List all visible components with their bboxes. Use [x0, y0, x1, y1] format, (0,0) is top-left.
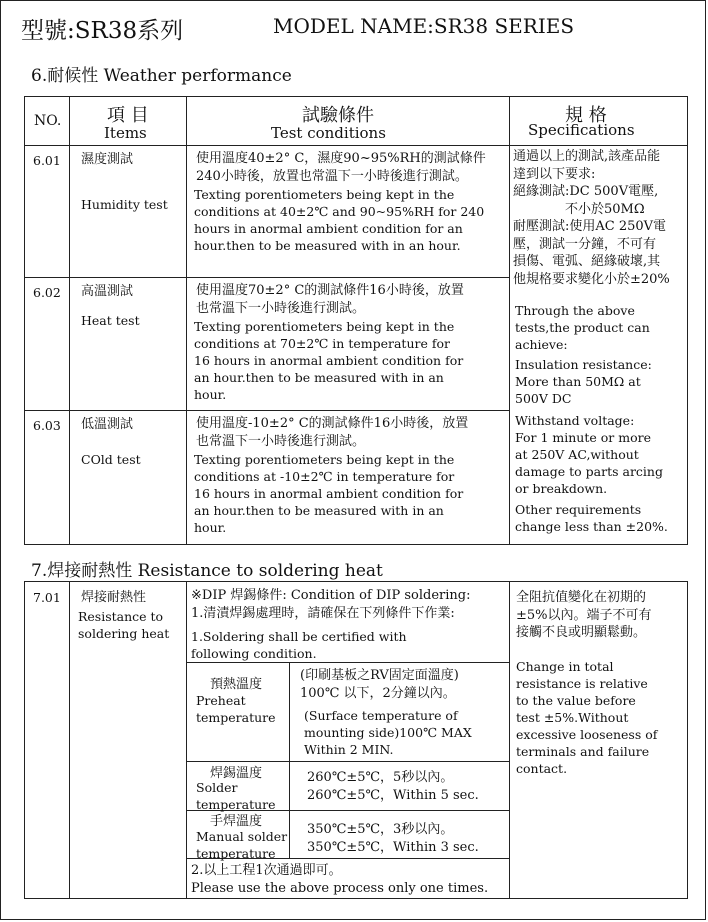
condition-cn: 使用溫度-10±2° C的測試條件16小時後，放置 也常溫下一小時後進行測試。 [196, 416, 469, 449]
soldering-heat-table [24, 581, 688, 899]
item-name-en: Resistance to soldering heat [78, 609, 170, 641]
item-name-en: Humidity test [81, 197, 168, 212]
table-row [25, 582, 688, 899]
table-row [25, 146, 688, 278]
preheat-label-en: Preheat temperature [196, 693, 276, 725]
weather-specifications-cell [510, 146, 688, 545]
section-7-title: 7.焊接耐熱性 Resistance to soldering heat [31, 561, 383, 581]
manual-label-cn: 手焊溫度 [210, 814, 263, 829]
row-number: 6.02 [33, 285, 61, 300]
row-number: 6.01 [33, 153, 61, 168]
item-name-en: COld test [81, 452, 141, 467]
preheat-value-cn: (印刷基板之RV固定面溫度) 100℃ 以下，2分鐘以內。 [300, 668, 459, 701]
weather-performance-table [24, 96, 688, 545]
condition-cn: 使用溫度70±2° C的測試條件16小時後，放置 也常溫下一小時後進行測試。 [196, 283, 464, 316]
condition-end: 2.以上工程1次通過即可。 Please use the above process only one times. [191, 863, 489, 896]
soldering-specifications-cell [510, 582, 688, 899]
solder-label-en: Solder temperature [196, 780, 276, 812]
soldering-subtable [186, 662, 510, 859]
condition-intro-en: 1.Soldering shall be certified with following condition. [191, 629, 407, 661]
spec-cn: 通過以上的測試,該產品能 達到以下要求: 絕緣測試:DC 500V電壓, 不小於50MΩ 耐壓測試:使用AC 250V電 壓，測試一分鐘，不可有 損傷、電弧、絕緣破壞,其 他規格要求變化小於±20% [513, 149, 670, 287]
manual-value: 350℃±5℃，3秒以內。 350℃±5℃，Within 3 sec. [307, 822, 479, 855]
condition-en: Texting porentiometers being kept in the conditions at -10±2℃ in temperature for 16 hours in anormal ambient condition for an hour.then to be measured with in an hour. [194, 452, 464, 535]
header-no: NO. [25, 97, 70, 146]
spec-cn: 全阻抗值變化在初期的 ±5%以內。端子不可有 接觸不良或明顯鬆動。 [516, 590, 652, 640]
manual-label-en: Manual solder temperature [196, 829, 288, 861]
row-number: 7.01 [33, 590, 61, 605]
row-number: 6.03 [33, 418, 61, 433]
spec-en-withstand: Withstand voltage: For 1 minute or more at 250V AC,without damage to parts arcing or breakdown. [515, 413, 663, 496]
condition-intro-cn: ※DIP 焊錫條件: Condition of DIP soldering: 1.清漬焊錫處理時，請確保在下列條件下作業: [191, 588, 471, 621]
item-name-en: Heat test [81, 313, 140, 328]
soldering-conditions-cell [187, 582, 510, 899]
item-name-cn: 焊接耐熱性 [81, 590, 147, 605]
spec-en: Change in total resistance is relative to the value before test ±5%.Without excessive looseness of terminals and failure contact. [516, 659, 658, 776]
model-title-en: MODEL NAME:SR38 SERIES [273, 14, 575, 38]
preheat-value-en: (Surface temperature of mounting side)100℃ MAX Within 2 MIN. [304, 708, 472, 757]
model-title-cn: 型號:SR38系列 [21, 18, 184, 44]
condition-en: Texting porentiometers being kept in the conditions at 70±2℃ in temperature for 16 hours in anormal ambient condition for an hour.then to be measured with in an hour. [194, 319, 464, 402]
condition-cn: 使用溫度40±2° C，濕度90~95%RH的測試條件 240小時後，放置也常溫下一小時後進行測試。 [196, 151, 486, 184]
header-specifications: 規 格 Specifications [510, 97, 688, 146]
section-6-title: 6.耐候性 Weather performance [31, 66, 292, 86]
spec-en-achieve: Through the above tests,the product can achieve: [515, 303, 650, 352]
spec-en-insulation: Insulation resistance: More than 50MΩ at 500V DC [515, 357, 652, 406]
header-items: 項 目 Items [70, 97, 187, 146]
spec-en-other: Other requirements change less than ±20%. [515, 502, 668, 534]
condition-en: Texting porentiometers being kept in the conditions at 40±2℃ and 90~95%RH for 240 hours in anormal ambient condition for an hour.then to be measured with in an hour. [194, 187, 485, 253]
solder-label-cn: 焊錫溫度 [210, 766, 263, 781]
preheat-label-cn: 預熱溫度 [210, 677, 263, 692]
item-name-cn: 濕度測試 [81, 152, 134, 167]
item-name-cn: 高溫測試 [81, 284, 134, 299]
item-name-cn: 低溫測試 [81, 417, 134, 432]
solder-value: 260℃±5℃，5秒以內。 260℃±5℃，Within 5 sec. [307, 770, 479, 803]
header-test-conditions: 試驗條件 Test conditions [187, 97, 510, 146]
